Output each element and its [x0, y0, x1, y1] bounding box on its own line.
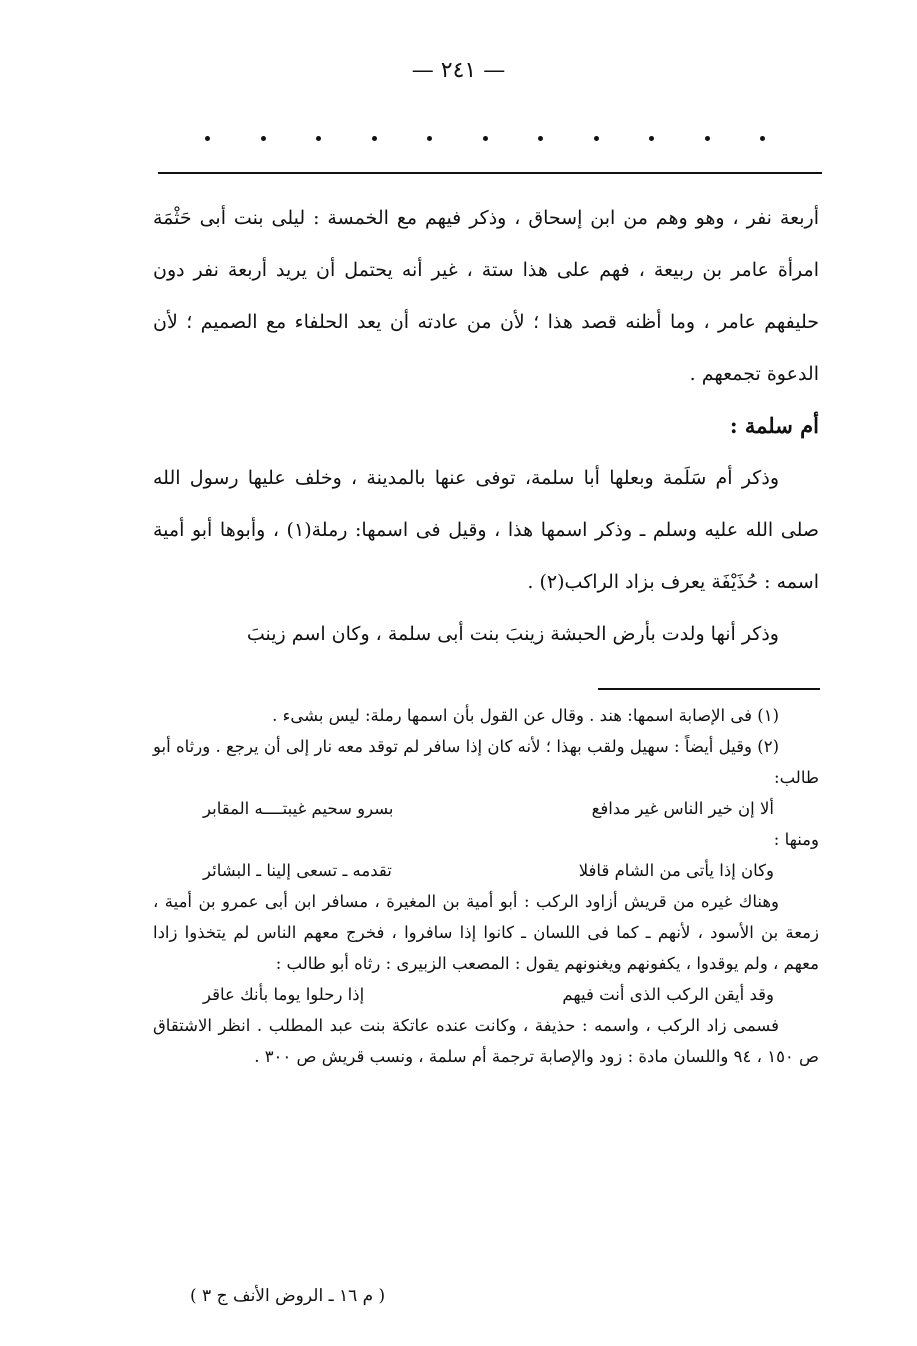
ornament-dot: [649, 136, 654, 141]
verse-2-left: تقدمه ـ تسعى إلينا ـ البشائر: [203, 861, 392, 880]
and-from-it: ومنها :: [773, 830, 819, 849]
page-number: — ٢٤١ —: [411, 58, 506, 83]
verse-1-right: ألا إن خير الناس غير مدافع: [591, 799, 774, 818]
ornament-dot: [427, 136, 432, 141]
footnote-paragraph-b: فسمى زاد الركب ، واسمه : حذيفة ، وكانت عنده عاتكة بنت عبد المطلب . انظر الاشتقاق ص ١٥٠ ، ٩٤ واللسان مادة : زود والإصابة ترجمة أم سلمة ، ونسب قريش ص ٣٠٠ .: [153, 1016, 819, 1066]
ornament-dot: [594, 136, 599, 141]
ornament-dot: [372, 136, 377, 141]
top-rule: [158, 172, 822, 174]
footnote-paragraph-a: وهناك غيره من قريش أزاود الركب : أبو أمية بن المغيرة ، مسافر ابن أبى عمرو بن أمية ، زمعة بن الأسود ، لأنهم ـ كما فى اللسان ـ كانوا إذا سافروا ، فخرج معهم الناس لم يتخذوا زادا معهم ، ولم يوقدوا ، يكفونهم ويغنونهم يقول : المصعب الزبيرى : رثاه أبو طالب :: [153, 892, 819, 973]
ornament-dots: [205, 136, 765, 141]
paragraph-3: وذكر أنها ولدت بأرض الحبشة زينبَ بنت أبى سلمة ، وكان اسم زينبَ: [246, 623, 779, 645]
ornament-dot: [205, 136, 210, 141]
footnote-rule: [598, 688, 820, 690]
ornament-dot: [261, 136, 266, 141]
verse-1: [153, 793, 819, 824]
footnote-1: (١) فى الإصابة اسمها: هند . وقال عن القول بأن اسمها رملة: ليس بشىء .: [272, 706, 779, 725]
ornament-dot: [316, 136, 321, 141]
verse-2-right: وكان إذا يأتى من الشام قافلا: [578, 861, 774, 880]
verse-3-left: إذا رحلوا يوما بأنك عاقر: [203, 985, 365, 1004]
section-heading: أم سلمة :: [729, 413, 819, 438]
verse-1-left: بسرو سحيم غيبتــــه المقابر: [203, 799, 394, 818]
paragraph-1: أربعة نفر ، وهو وهم من ابن إسحاق ، وذكر فيهم مع الخمسة : ليلى بنت أبى حَثْمَة امرأة عامر بن ربيعة ، فهم على هذا ستة ، غير أنه يحتمل أن يريد أربعة نفر دون حليفهم عامر ، وما أظنه قصد هذا ؛ لأن من عادته أن يعد الحلفاء مع الصميم ؛ لأن الدعوة تجمعهم .: [153, 207, 819, 385]
ornament-dot: [705, 136, 710, 141]
ornament-dot: [483, 136, 488, 141]
footnotes: [153, 700, 819, 1072]
signature-line: ( م ١٦ ـ الروض الأنف ج ٣ ): [190, 1286, 386, 1306]
ornament-dot: [760, 136, 765, 141]
paragraph-2: وذكر أم سَلَمة وبعلها أبا سلمة، توفى عنها بالمدينة ، وخلف عليها رسول الله صلى الله عليه وسلم ـ وذكر اسمها هذا ، وقيل فى اسمها: رملة(١) ، وأبوها أبو أمية اسمه : حُذَيْفَة يعرف بزاد الراكب(٢) .: [153, 467, 819, 593]
verse-2: [153, 855, 819, 886]
footnote-2: (٢) وقيل أيضاً : سهيل ولقب بهذا ؛ لأنه كان إذا سافر لم توقد معه نار إلى أن يرجع . ورثاه أبو طالب:: [153, 737, 819, 787]
verse-3-right: وقد أيقن الركب الذى أنت فيهم: [562, 985, 774, 1004]
verse-3: [153, 979, 819, 1010]
ornament-dot: [538, 136, 543, 141]
main-text: [153, 192, 819, 660]
